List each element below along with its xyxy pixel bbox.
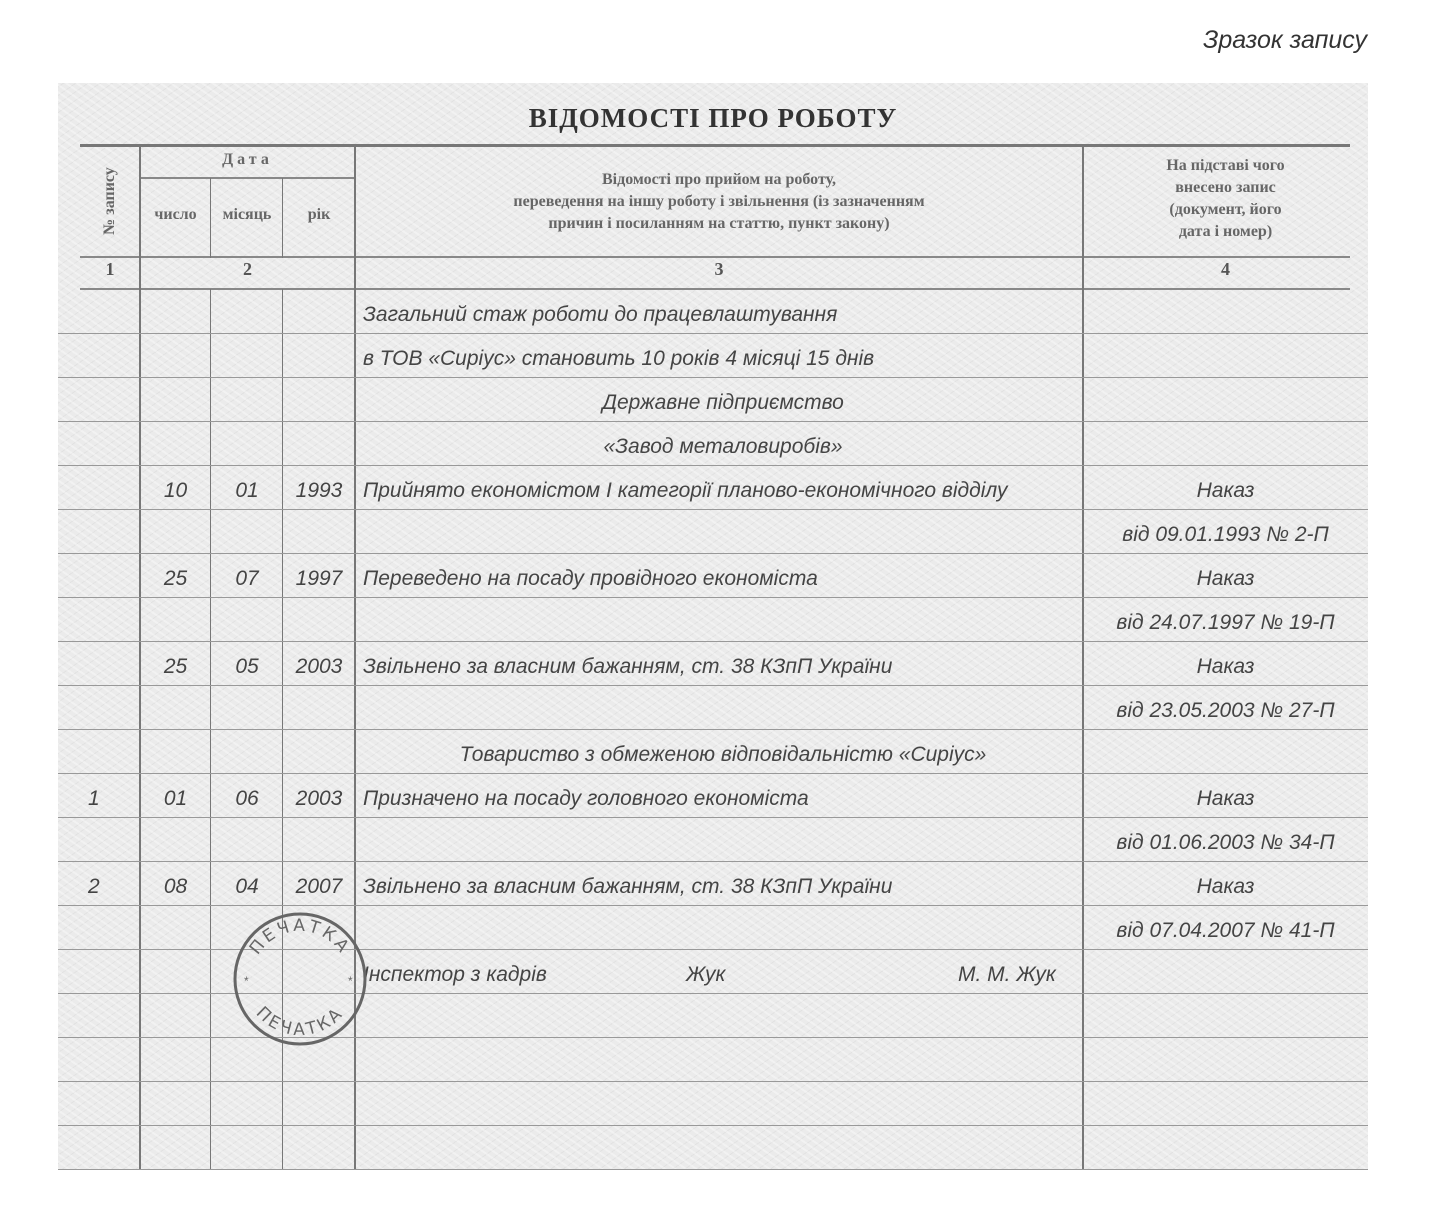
record-text: в ТОВ «Сиріус» становить 10 років 4 місяці 15 днів: [363, 347, 875, 370]
column-number-2: 2: [243, 259, 252, 279]
info-header-line: Відомості про прийом на роботу,: [601, 171, 836, 188]
date-header: Дата: [222, 151, 273, 168]
record-number: 2: [88, 875, 100, 898]
record-basis: від 01.06.2003 № 34-П: [1116, 831, 1335, 854]
record-day: [140, 378, 211, 421]
record-year: 1997: [295, 567, 343, 590]
record-year: [283, 378, 355, 421]
record-year: 2003: [295, 655, 343, 678]
table-row: [58, 510, 1368, 554]
column-number-3: 3: [714, 259, 724, 279]
record-year: [283, 510, 355, 553]
record-basis: [1083, 422, 1368, 465]
table-row: [58, 554, 1368, 598]
basis-header: [1083, 155, 1368, 243]
column-number-4: 4: [1221, 259, 1230, 279]
record-day: 08: [163, 875, 188, 898]
record-no-label: № запису: [101, 167, 118, 235]
table-row: [58, 818, 1368, 862]
stamp-seal: [230, 909, 370, 1049]
date-subheader-rule: [140, 177, 355, 179]
record-basis: Наказ: [1196, 787, 1255, 810]
record-text: [363, 906, 1083, 949]
record-day: [140, 510, 211, 553]
record-year: [283, 334, 355, 377]
basis-header-line: внесено запис: [1175, 179, 1276, 196]
record-text: Державне підприємство: [602, 391, 844, 414]
record-text: Звільнено за власним бажанням, ст. 38 КЗпП України: [363, 655, 893, 678]
record-basis: від 09.01.1993 № 2-П: [1122, 523, 1329, 546]
record-year: [283, 290, 355, 333]
table-row: [58, 290, 1368, 334]
table-row: [58, 334, 1368, 378]
record-month: 05: [235, 655, 259, 678]
record-basis: [1083, 334, 1368, 377]
record-month: [211, 686, 283, 729]
record-month: [211, 334, 283, 377]
table-row: [58, 730, 1368, 774]
record-basis: [1083, 378, 1368, 421]
record-year: [283, 818, 355, 861]
record-basis: Наказ: [1196, 567, 1255, 590]
empty-row: [58, 1126, 1368, 1170]
page-title: ВІДОМОСТІ ПРО РОБОТУ: [528, 103, 898, 133]
record-day: [140, 334, 211, 377]
record-text: [363, 818, 1083, 861]
record-no-header: [80, 145, 140, 257]
record-day: [140, 290, 211, 333]
record-month: [211, 422, 283, 465]
record-text: Прийнято економістом І категорії планово-економічного відділу: [363, 479, 1008, 502]
work-record-page: [58, 83, 1368, 1170]
table-row: [58, 466, 1368, 510]
record-basis: [1083, 290, 1368, 333]
record-day: [140, 818, 211, 861]
record-month: [211, 378, 283, 421]
table-row: [58, 774, 1368, 818]
record-year: 2007: [295, 875, 343, 898]
header-top-rule: [80, 144, 1350, 147]
record-month: 04: [235, 875, 259, 898]
info-header: [355, 169, 1083, 235]
table-row: [58, 642, 1368, 686]
signer-name: М. М. Жук: [958, 963, 1056, 986]
record-day: 10: [163, 479, 188, 502]
svg-text:ПЕЧАТКА: ПЕЧАТКА: [245, 915, 355, 959]
record-month: [211, 598, 283, 641]
record-text: [363, 686, 1083, 729]
record-basis: від 07.04.2007 № 41-П: [1116, 919, 1335, 942]
record-number: 1: [88, 787, 100, 810]
record-month: [211, 818, 283, 861]
table-row: [58, 862, 1368, 906]
record-year: [283, 730, 355, 773]
record-day: 25: [163, 567, 188, 590]
table-row: [58, 686, 1368, 730]
record-text: [363, 510, 1083, 553]
table-row: [58, 598, 1368, 642]
record-month: [211, 510, 283, 553]
record-text: Призначено на посаду головного економіста: [363, 787, 809, 810]
record-text: Товариство з обмеженою відповідальністю «Сиріус»: [459, 743, 987, 766]
signature: Жук: [686, 963, 726, 986]
record-text: «Завод металовиробів»: [603, 435, 843, 458]
record-basis: Наказ: [1196, 875, 1255, 898]
record-year: 2003: [295, 787, 343, 810]
svg-text:*: *: [244, 974, 249, 988]
record-year: 1993: [295, 479, 343, 502]
column-number-1: 1: [105, 259, 115, 279]
record-month: 01: [235, 479, 259, 502]
svg-text:ПЕЧАТКА: ПЕЧАТКА: [251, 1002, 349, 1041]
record-month: [211, 290, 283, 333]
record-text: [363, 598, 1083, 641]
info-header-line: переведення на іншу роботу і звільнення (із зазначенням: [513, 193, 925, 210]
basis-header-line: дата і номер): [1178, 223, 1273, 240]
record-basis: від 24.07.1997 № 19-П: [1116, 611, 1335, 634]
record-year: [283, 686, 355, 729]
table-row: [58, 422, 1368, 466]
record-month: [211, 730, 283, 773]
record-basis: Наказ: [1196, 655, 1255, 678]
info-header-line: причин і посиланням на статтю, пункт закону): [548, 215, 890, 232]
svg-text:*: *: [348, 974, 353, 988]
basis-header-line: На підставі чого: [1166, 157, 1285, 174]
signer-position: Інспектор з кадрів: [363, 963, 547, 986]
record-month: 06: [235, 787, 259, 810]
sample-caption: Зразок запису: [1203, 26, 1367, 54]
record-year: [283, 598, 355, 641]
record-day: [140, 422, 211, 465]
record-text: Звільнено за власним бажанням, ст. 38 КЗпП України: [363, 875, 893, 898]
year-header: рік: [307, 206, 331, 223]
record-day: [140, 730, 211, 773]
record-day: [140, 598, 211, 641]
basis-header-line: (документ, його: [1169, 201, 1282, 218]
record-basis: [1083, 730, 1368, 773]
record-month: 07: [235, 567, 259, 590]
record-text: Переведено на посаду провідного економіста: [363, 567, 818, 590]
record-year: [283, 422, 355, 465]
record-day: 01: [163, 787, 188, 810]
record-day: [140, 906, 211, 949]
record-day: 25: [163, 655, 188, 678]
record-text: Загальний стаж роботи до працевлаштування: [363, 303, 838, 326]
record-day: [140, 686, 211, 729]
record-basis: Наказ: [1196, 479, 1255, 502]
table-row: [58, 378, 1368, 422]
month-header: місяць: [222, 206, 272, 223]
empty-row: [58, 1082, 1368, 1126]
record-basis: від 23.05.2003 № 27-П: [1116, 699, 1335, 722]
header-bottom-rule: [80, 256, 1350, 258]
day-header: число: [154, 206, 197, 223]
